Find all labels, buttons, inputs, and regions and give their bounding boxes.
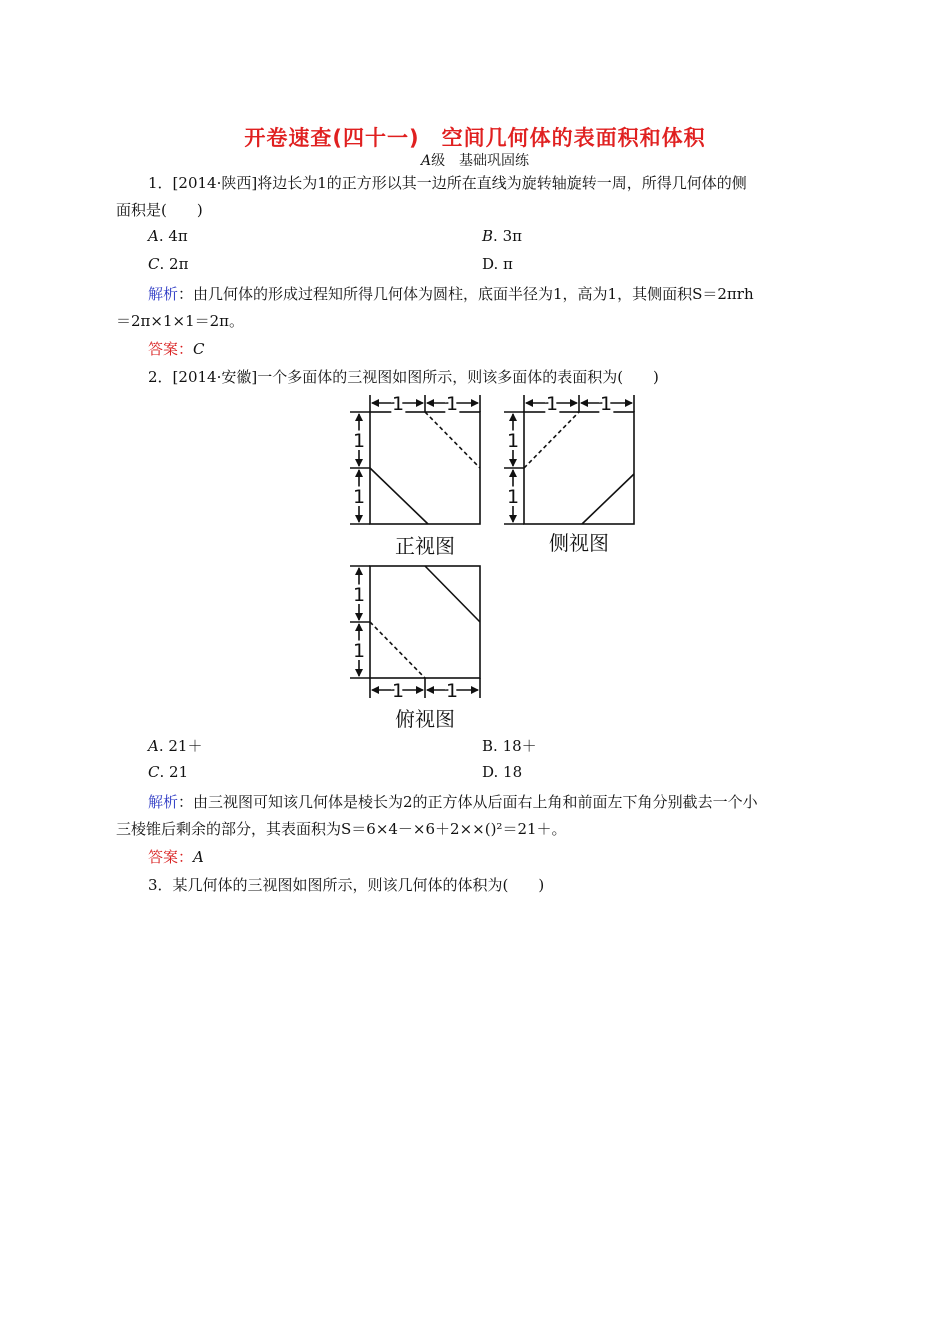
answer-label: 答案：	[148, 340, 194, 358]
q1-analysis-line2: ＝2π×1×1＝2π。	[116, 312, 245, 330]
front-dim-label-h1: 1	[391, 393, 405, 415]
option-letter: C	[148, 763, 160, 781]
top-view-solid-edge	[425, 566, 480, 622]
q2-option-c	[148, 763, 188, 781]
q2-analysis-line1	[148, 791, 758, 812]
analysis-label: 解析	[148, 285, 179, 303]
option-letter: A	[148, 737, 159, 755]
answer-value: A	[193, 848, 204, 866]
option-letter: B	[482, 737, 494, 755]
side-view-hidden-edge	[524, 412, 579, 468]
side-view-square	[524, 412, 634, 524]
option-letter: C	[148, 255, 160, 273]
q1-option-c	[148, 255, 188, 273]
option-text: . 21＋	[158, 737, 203, 755]
level-letter: A	[420, 153, 432, 169]
q1-stem-line2: 面积是( )	[116, 201, 203, 219]
q2-answer	[148, 846, 204, 867]
q1-answer	[148, 338, 205, 359]
top-dim-label-h1: 1	[391, 680, 405, 702]
front-view-caption: 正视图	[395, 534, 455, 558]
analysis-text: ：由几何体的形成过程知所得几何体为圆柱，底面半径为1，高为1，其侧面积S＝2πrh	[178, 285, 754, 303]
q1-stem-line1: 1．[2014·陕西]将边长为1的正方形以其一边所在直线为旋转轴旋转一周，所得几何体的侧	[148, 174, 747, 192]
q3-stem: 3．某几何体的三视图如图所示，则该几何体的体积为( )	[148, 876, 545, 894]
top-dim-label-v2: 1	[352, 640, 366, 662]
q2-option-d	[482, 763, 522, 781]
option-letter: A	[148, 227, 159, 245]
top-view-hidden-edge	[370, 622, 425, 678]
page-title: 开卷速查(四十一) 空间几何体的表面积和体积	[244, 126, 706, 150]
side-dim-label-h1: 1	[545, 393, 559, 415]
q2-option-b	[482, 735, 537, 756]
q2-stem: 2．[2014·安徽]一个多面体的三视图如图所示，则该多面体的表面积为( )	[148, 368, 659, 386]
front-view-square	[370, 412, 480, 524]
option-text: . 21	[159, 763, 189, 781]
analysis-text: ：由三视图可知该几何体是棱长为2的正方体从后面右上角和前面左下角分别截去一个小	[178, 793, 758, 811]
q2-option-a	[148, 735, 202, 756]
q1-option-a	[148, 227, 188, 245]
option-letter: B	[482, 227, 494, 245]
top-view-square	[370, 566, 480, 678]
option-text: . 18	[493, 763, 523, 781]
front-dim-label-h2: 1	[445, 393, 459, 415]
option-text: . 3π	[493, 227, 522, 245]
analysis-label: 解析	[148, 793, 179, 811]
side-dim-label-v2: 1	[506, 486, 520, 508]
side-view-caption: 侧视图	[549, 531, 609, 555]
three-view-figure	[340, 388, 650, 736]
q2-analysis-line2: 三棱锥后剩余的部分，其表面积为S＝6×4－×6＋2××()²＝21＋。	[116, 820, 567, 838]
top-dim-label-h2: 1	[445, 680, 459, 702]
option-letter: D	[482, 255, 494, 273]
front-view-solid-edge	[370, 468, 428, 524]
top-dim-label-v1: 1	[352, 584, 366, 606]
level-text: 级 基础巩固练	[431, 153, 530, 169]
option-letter: D	[482, 763, 494, 781]
answer-value: C	[193, 340, 205, 358]
option-text: . 2π	[159, 255, 189, 273]
front-dim-label-v1: 1	[352, 430, 366, 452]
side-dim-label-h2: 1	[599, 393, 613, 415]
side-view-solid-edge	[582, 474, 634, 524]
q1-option-b	[482, 227, 522, 245]
top-view-caption: 俯视图	[395, 707, 455, 731]
q1-analysis-line1	[148, 283, 754, 304]
side-dim-label-v1: 1	[506, 430, 520, 452]
option-text: . π	[493, 255, 513, 273]
front-dim-label-v2: 1	[352, 486, 366, 508]
front-view-hidden-edge	[425, 412, 480, 468]
option-text: . 18＋	[493, 737, 537, 755]
answer-label: 答案：	[148, 848, 194, 866]
level-heading	[0, 150, 950, 170]
q1-option-d	[482, 255, 513, 273]
option-text: . 4π	[158, 227, 188, 245]
